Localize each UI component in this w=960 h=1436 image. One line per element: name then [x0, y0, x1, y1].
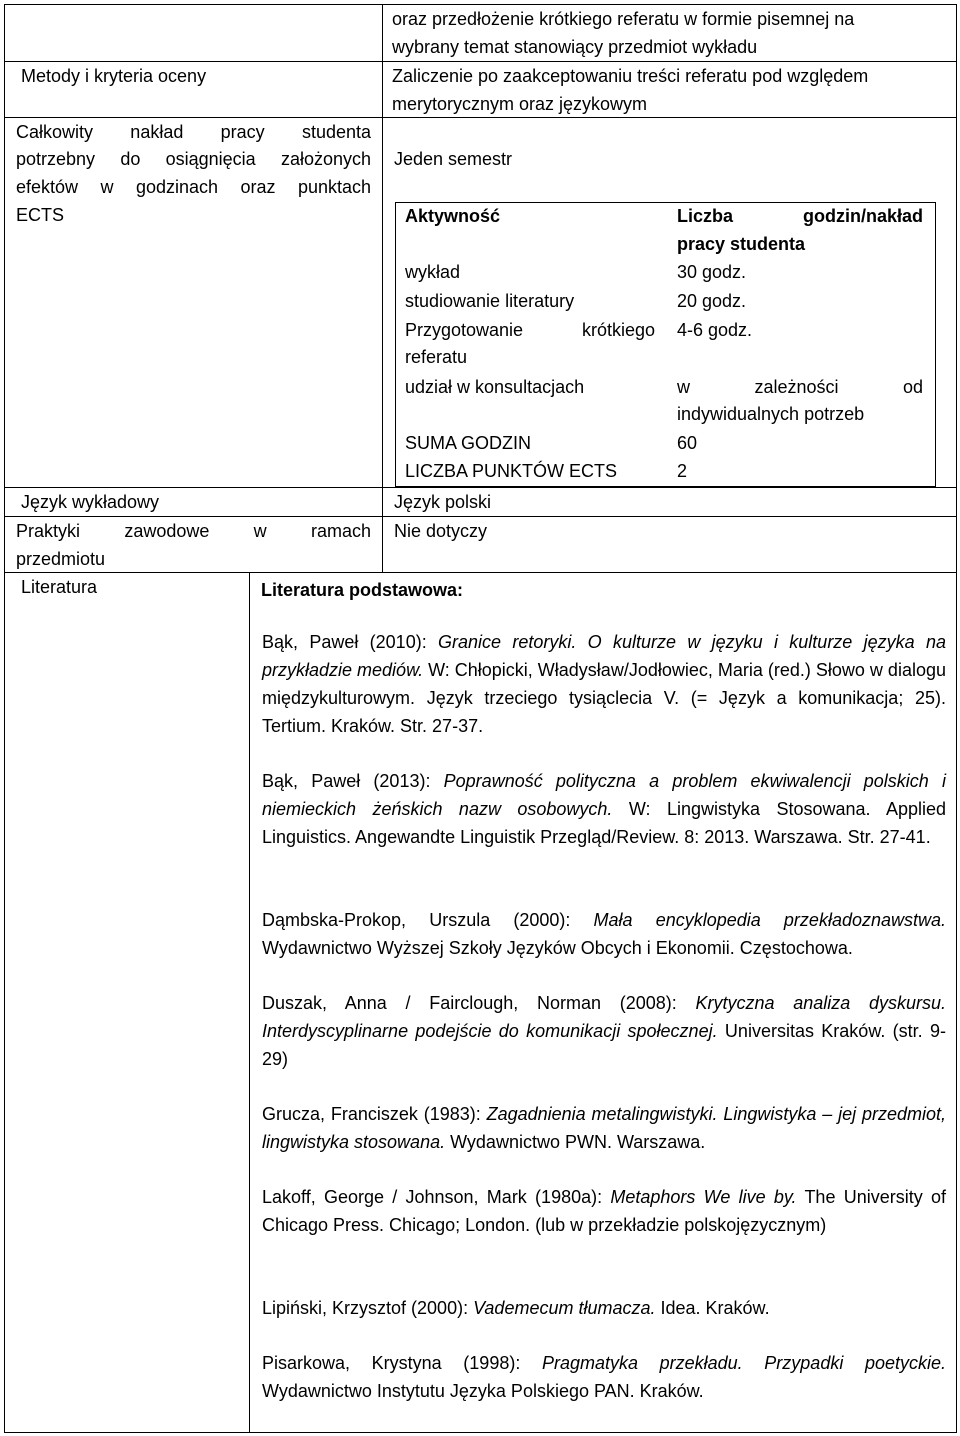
activity-cell: udział w konsultacjach — [405, 377, 585, 397]
hours-header-line: pracy studenta — [677, 234, 806, 254]
semester-value: Jeden semestr — [394, 149, 513, 169]
hours-cell: 20 godz. — [677, 291, 747, 311]
inner-table-border-right — [935, 202, 936, 487]
hours-cell: w zależności od — [677, 377, 923, 397]
inner-table-border-bottom — [395, 486, 936, 487]
hours-header-line: Liczba godzin/nakład — [677, 206, 923, 226]
assessment-form-line: oraz przedłożenie krótkiego referatu w formie pisemnej na — [392, 9, 855, 29]
hours-cell: indywidualnych potrzeb — [677, 404, 865, 424]
hours-cell: 2 — [677, 461, 688, 481]
table-border-right — [956, 4, 957, 1433]
inner-table-border-left — [395, 202, 396, 487]
reference-entry: Duszak, Anna / Fairclough, Norman (2008): Krytyczna analiza dyskursu. Interdyscyplinarne podejście do komunikacji społecznej. Universitas Kraków. (str. 9-29) — [262, 993, 946, 1069]
table-border-bottom — [4, 1432, 957, 1433]
activity-cell: Przygotowanie krótkiego — [405, 320, 655, 340]
hours-cell: 60 — [677, 433, 698, 453]
hours-cell: 4-6 godz. — [677, 320, 753, 340]
methods-label: Metody i kryteria oceny — [21, 66, 207, 86]
reference-entry: Dąmbska-Prokop, Urszula (2000): Mała encyklopedia przekładoznawstwa. Wydawnictwo Wyższej Szkoły Języków Obcych i Ekonomii. Częstochowa. — [262, 910, 947, 958]
reference-entry: Grucza, Franciszek (1983): Zagadnienia metalingwistyki. Lingwistyka – jej przedmiot, lingwistyka stosowana. Wydawnictwo PWN. Warszawa. — [262, 1104, 946, 1152]
internship-label-line: przedmiotu — [16, 549, 106, 569]
reference-entry: Bąk, Paweł (2010): Granice retoryki. O kulturze w języku i kulturze języka na przykładzie mediów. W: Chłopicki, Władysław/Jodłowiec, Maria (red.) Słowo w dialogu międzykulturowym. Język trzeciego tysiąclecia V. (= Język a komunikacja; 25). Tertium. Kraków. Str. 27-37. — [262, 632, 946, 736]
activity-cell: LICZBA PUNKTÓW ECTS — [405, 461, 618, 481]
hours-cell: 30 godz. — [677, 262, 747, 282]
reference-entry: Lakoff, George / Johnson, Mark (1980a): Metaphors We live by. The University of Chicago Press. Chicago; London. (lub w przekładzie polskojęzycznym) — [262, 1187, 946, 1235]
language-value: Język polski — [394, 492, 492, 512]
workload-label-line: ECTS — [16, 205, 65, 225]
activity-cell: studiowanie literatury — [405, 291, 575, 311]
workload-label-line: Całkowity nakład pracy studenta — [16, 122, 371, 142]
workload-label-line: potrzebny do osiągnięcia założonych — [16, 149, 371, 169]
activity-cell: SUMA GODZIN — [405, 433, 532, 453]
methods-value-line: Zaliczenie po zaakceptowaniu treści referatu pod względem — [392, 66, 869, 86]
workload-label-line: efektów w godzinach oraz punktach — [16, 177, 371, 197]
internship-label-line: Praktyki zawodowe w ramach — [16, 521, 371, 541]
activity-header: Aktywność — [405, 206, 501, 226]
column-divider-literature — [249, 572, 250, 1433]
activity-cell: wykład — [405, 262, 461, 282]
internship-value: Nie dotyczy — [394, 521, 488, 541]
row-separator — [4, 572, 957, 573]
language-label: Język wykładowy — [21, 492, 160, 512]
literature-label: Literatura — [21, 577, 98, 597]
reference-entry: Bąk, Paweł (2013): Poprawność polityczna a problem ekwiwalencji polskich i niemieckich żeńskich nazw osobowych. W: Lingwistyka Stosowana. Applied Linguistics. Angewandte Linguistik Przegląd/Review. 8: 2013. Warszawa. Str. 27-41. — [262, 771, 946, 847]
reference-entry: Lipiński, Krzysztof (2000): Vademecum tłumacza. Idea. Kraków. — [262, 1298, 770, 1318]
activity-cell: referatu — [405, 347, 468, 367]
literature-heading: Literatura podstawowa: — [261, 580, 464, 600]
methods-value-line: merytorycznym oraz językowym — [392, 94, 648, 114]
table-border-left — [4, 4, 5, 1433]
assessment-form-line: wybrany temat stanowiący przedmiot wykładu — [392, 37, 758, 57]
reference-entry: Pisarkowa, Krystyna (1998): Pragmatyka przekładu. Przypadki poetyckie. Wydawnictwo Instytutu Języka Polskiego PAN. Kraków. — [262, 1353, 946, 1401]
